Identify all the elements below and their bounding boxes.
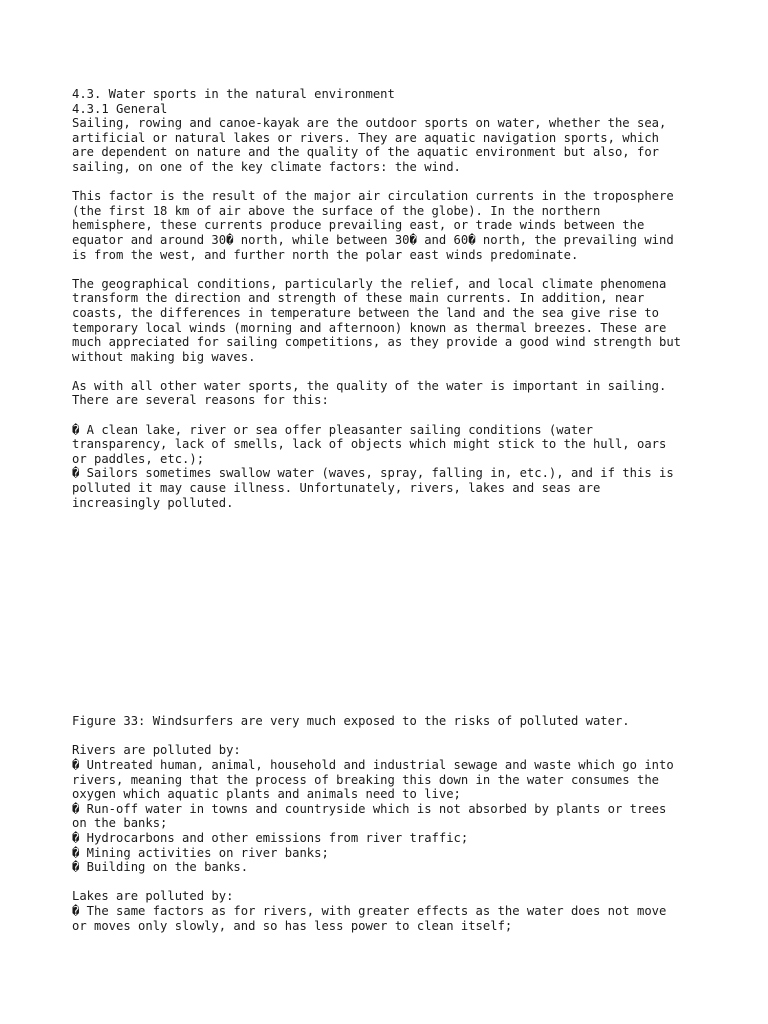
paragraph-line: temporary local winds (morning and afternoon) known as thermal breezes. These are: [72, 320, 667, 335]
bullet-line: � Mining activities on river banks;: [72, 845, 329, 860]
bullet-line: or moves only slowly, and so has less power to clean itself;: [72, 918, 513, 933]
paragraph-line: Sailing, rowing and canoe-kayak are the outdoor sports on water, whether the sea,: [72, 116, 667, 131]
paragraph-line: without making big waves.: [72, 349, 256, 364]
bullet-line: rivers, meaning that the process of breaking this down in the water consumes the: [72, 772, 659, 787]
paragraph-line: is from the west, and further north the polar east winds predominate.: [72, 247, 579, 262]
paragraph-line: As with all other water sports, the quality of the water is important in sailing.: [72, 378, 667, 393]
bullet-line: or paddles, etc.);: [72, 451, 205, 466]
paragraph-line: much appreciated for sailing competitions, as they provide a good wind strength but: [72, 335, 682, 350]
bullet-line: � A clean lake, river or sea offer pleasanter sailing conditions (water: [72, 422, 593, 437]
paragraph-gap: [72, 364, 712, 379]
bullet-line: � Sailors sometimes swallow water (waves, spray, falling in, etc.), and if this is: [72, 466, 674, 481]
lakes-intro: Lakes are polluted by:: [72, 889, 234, 904]
paragraph-line: transform the direction and strength of these main currents. In addition, near: [72, 291, 645, 306]
paragraph-line: equator and around 30� north, while between 30� and 60� north, the prevailing wind: [72, 232, 674, 247]
paragraph-line: are dependent on nature and the quality of the aquatic environment but also, for: [72, 145, 659, 160]
bullet-line: on the banks;: [72, 816, 168, 831]
bullet-line: � Hydrocarbons and other emissions from river traffic;: [72, 830, 469, 845]
bullet-line: � Untreated human, animal, household and industrial sewage and waste which go into: [72, 758, 674, 772]
bullet-line: oxygen which aquatic plants and animals need to live;: [72, 787, 461, 802]
subsection-heading: 4.3.1 General: [72, 101, 168, 116]
paragraph-gap: [72, 729, 712, 744]
paragraph-gap: [72, 408, 712, 423]
bullet-line: transparency, lack of smells, lack of objects which might stick to the hull, oars: [72, 437, 667, 452]
bullet-line: � Run-off water in towns and countryside which is not absorbed by plants or trees: [72, 801, 667, 816]
bullet-line: � The same factors as for rivers, with greater effects as the water does not move: [72, 903, 667, 918]
paragraph-line: The geographical conditions, particularly the relief, and local climate phenomena: [72, 276, 667, 291]
paragraph-gap: [72, 262, 712, 277]
paragraph-line: artificial or natural lakes or rivers. They are aquatic navigation sports, which: [72, 130, 659, 145]
paragraph-line: hemisphere, these currents produce prevailing east, or trade winds between the: [72, 218, 645, 233]
paragraph-line: (the first 18 km of air above the surface of the globe). In the northern: [72, 203, 601, 218]
figure-caption: Figure 33: Windsurfers are very much exposed to the risks of polluted water.: [72, 714, 630, 729]
paragraph-gap: [72, 175, 712, 190]
paragraph-line: There are several reasons for this:: [72, 393, 329, 408]
paragraph-line: sailing, on one of the key climate factors: the wind.: [72, 159, 461, 174]
figure-placeholder: [72, 510, 712, 714]
document-page: [72, 87, 712, 933]
paragraph-line: This factor is the result of the major air circulation currents in the troposphere: [72, 189, 674, 204]
paragraph-line: coasts, the differences in temperature between the land and the sea give rise to: [72, 305, 659, 320]
bullet-line: polluted it may cause illness. Unfortunately, rivers, lakes and seas are: [72, 481, 601, 496]
paragraph-gap: [72, 875, 712, 890]
bullet-line: � Building on the banks.: [72, 860, 249, 875]
rivers-intro: Rivers are polluted by:: [72, 743, 241, 758]
section-heading: 4.3. Water sports in the natural environment: [72, 87, 395, 101]
bullet-line: increasingly polluted.: [72, 495, 234, 510]
